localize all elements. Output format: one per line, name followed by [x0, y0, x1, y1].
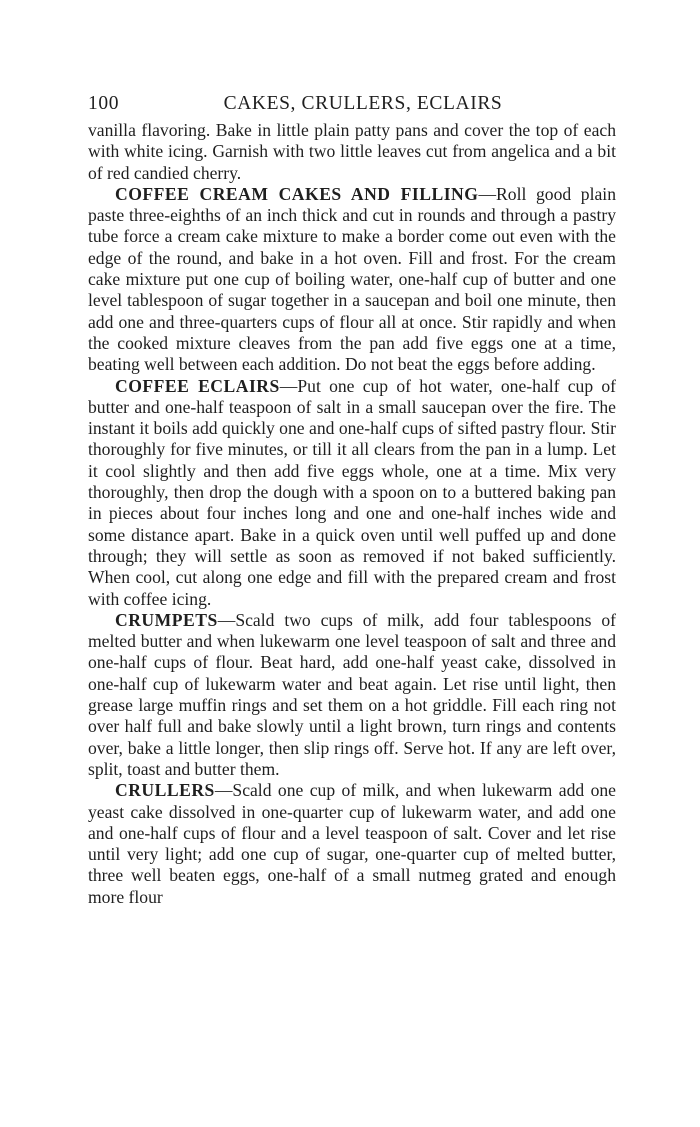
- page-header: [88, 90, 616, 118]
- recipe-text: —Scald one cup of milk, and when lukewarm add one yeast cake dissolved in one-quarter cup of lukewarm water, and add one and one-half cups of flour and a level teaspoon of salt. Cover and let rise until very light; add one cup of sugar, one-quarter cup of melted butter, three well beaten eggs, one-half of a small nutmeg grated and enough more flour: [88, 780, 616, 907]
- recipe-title: CRULLERS: [115, 780, 215, 801]
- recipe-title: COFFEE ECLAIRS: [115, 375, 280, 396]
- recipe-title: CRUMPETS: [115, 609, 218, 630]
- paragraph-text: vanilla flavoring. Bake in little plain patty pans and cover the top of each with white icing. Garnish with two little leaves cut from angelica and a bit of red candied cherry.: [88, 120, 616, 183]
- paragraph: [88, 120, 616, 184]
- recipe-crumpets: [88, 610, 616, 780]
- recipe-text: —Roll good plain paste three-eighths of an inch thick and cut in rounds and through a pastry tube force a cream cake mixture to make a border come out even with the edge of the round, and bake in a hot oven. Fill and frost. For the cream cake mixture put one cup of boiling water, one-half cup of butter and one level tablespoon of sugar together in a saucepan and boil one minute, then add one and three-quarters cups of flour all at once. Stir rapidly and when the cooked mixture cleaves from the pan add five eggs one at a time, beating well between each addition. Do not beat the eggs before adding.: [88, 183, 616, 375]
- recipe-text: —Put one cup of hot water, one-half cup of butter and one-half teaspoon of salt in a small saucepan over the fire. The instant it boils add quickly one and one-half cups of sifted pastry flour. Stir thoroughly for five minutes, or till it all clears from the pan in a lump. Let it cool slightly and then add five eggs whole, one at a time. Mix very thoroughly, then drop the dough with a spoon on to a buttered baking pan in pieces about four inches long and one and one-half inches wide and some distance apart. Bake in a quick oven until well puffed up and done through; they will settle as soon as removed if not baked sufficiently. When cool, cut along one edge and fill with the prepared cream and frost with coffee icing.: [88, 375, 616, 609]
- recipe-coffee-eclairs: [88, 376, 616, 610]
- body-text: [88, 120, 616, 908]
- recipe-title: COFFEE CREAM CAKES AND FILLING: [115, 183, 479, 204]
- running-head: CAKES, CRULLERS, ECLAIRS: [223, 93, 503, 114]
- page-number: 100: [88, 93, 120, 114]
- recipe-coffee-cream-cakes: [88, 184, 616, 376]
- recipe-crullers: [88, 780, 616, 908]
- recipe-text: —Scald two cups of milk, add four tablespoons of melted butter and when lukewarm one level teaspoon of salt and three and one-half cups of flour. Beat hard, add one-half yeast cake, dissolved in one-half cup of lukewarm water and beat again. Let rise until light, then grease large muffin rings and set them on a hot griddle. Fill each ring not over half full and bake slowly until a light brown, turn rings and contents over, bake a little longer, then slip rings off. Serve hot. If any are left over, split, toast and butter them.: [88, 609, 616, 779]
